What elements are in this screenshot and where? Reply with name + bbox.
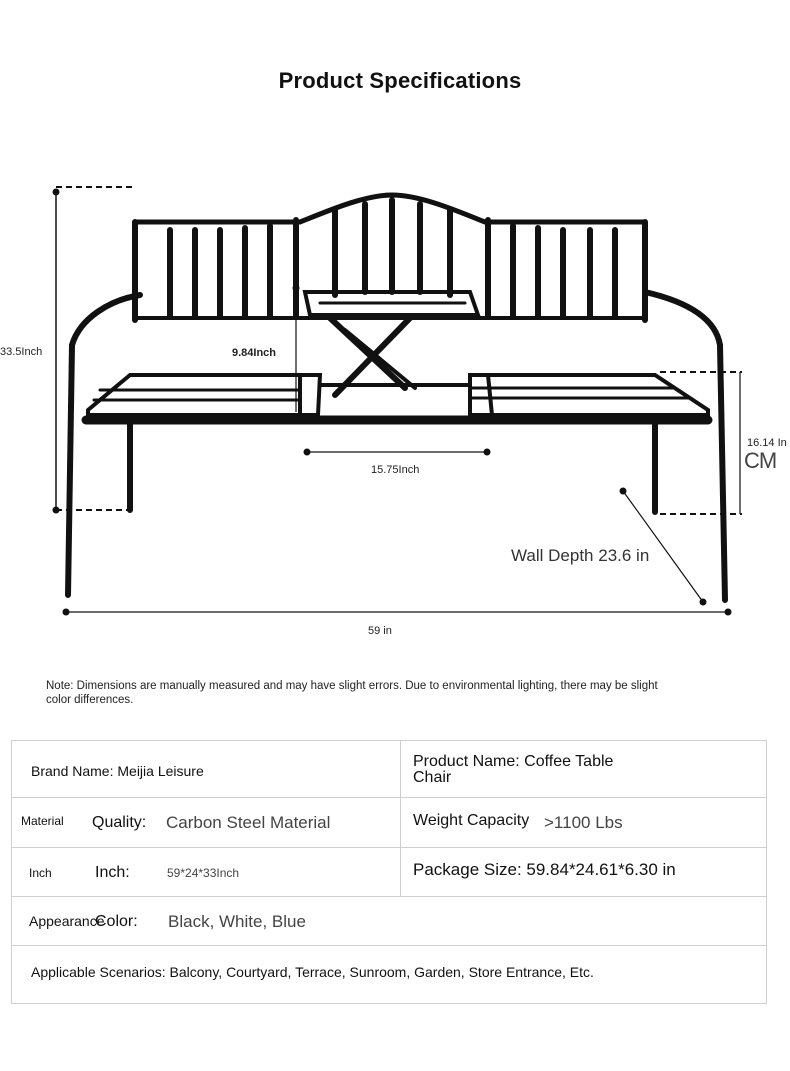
dimension-width: 59 in bbox=[368, 625, 392, 637]
spec-cell-brand bbox=[12, 741, 401, 798]
brand-name: Brand Name: Meijia Leisure bbox=[31, 763, 204, 779]
weight-value: >1100 Lbs bbox=[544, 813, 623, 832]
weight-label: Weight Capacity bbox=[413, 812, 530, 829]
color-value: Black, White, Blue bbox=[168, 912, 306, 931]
applicable-scenarios: Applicable Scenarios: Balcony, Courtyard, Terrace, Sunroom, Garden, Store Entrance, Etc. bbox=[31, 964, 594, 980]
dimension-depth: Wall Depth 23.6 in bbox=[511, 546, 650, 565]
spec-cell-scenarios bbox=[12, 946, 767, 1004]
dimension-table-height: 9.84Inch bbox=[232, 347, 277, 359]
spec-cell-color bbox=[12, 897, 767, 946]
inch-tag: Inch bbox=[29, 866, 52, 880]
product-name: Product Name: Coffee Table Chair bbox=[413, 753, 614, 786]
spec-table bbox=[11, 740, 767, 1004]
inch-label: Inch: bbox=[95, 864, 130, 881]
material-tag: Material bbox=[21, 814, 64, 828]
spec-cell-weight bbox=[401, 798, 767, 848]
quality-label: Quality: bbox=[92, 814, 147, 831]
spec-cell-quality bbox=[12, 798, 401, 848]
package-size: Package Size: 59.84*24.61*6.30 in bbox=[413, 860, 676, 879]
appearance-tag: Appearance bbox=[29, 913, 105, 929]
dimension-table-width: 15.75Inch bbox=[371, 464, 420, 476]
spec-cell-inch bbox=[12, 848, 401, 897]
spec-cell-product-name bbox=[401, 741, 767, 798]
dimension-seat-height: 16.14 In bbox=[747, 437, 787, 449]
spec-cell-package bbox=[401, 848, 767, 897]
dimension-height: 33.5Inch bbox=[0, 346, 43, 358]
measurement-note: Note: Dimensions are manually measured and may have slight errors. Due to environmental lighting, there may be slight color differences. bbox=[46, 680, 658, 706]
page-title: Product Specifications bbox=[278, 68, 522, 93]
inch-value: 59*24*33Inch bbox=[167, 866, 240, 880]
dimension-seat-height-unit: CM bbox=[744, 448, 777, 473]
color-label: Color: bbox=[95, 913, 138, 930]
quality-value: Carbon Steel Material bbox=[166, 813, 331, 832]
